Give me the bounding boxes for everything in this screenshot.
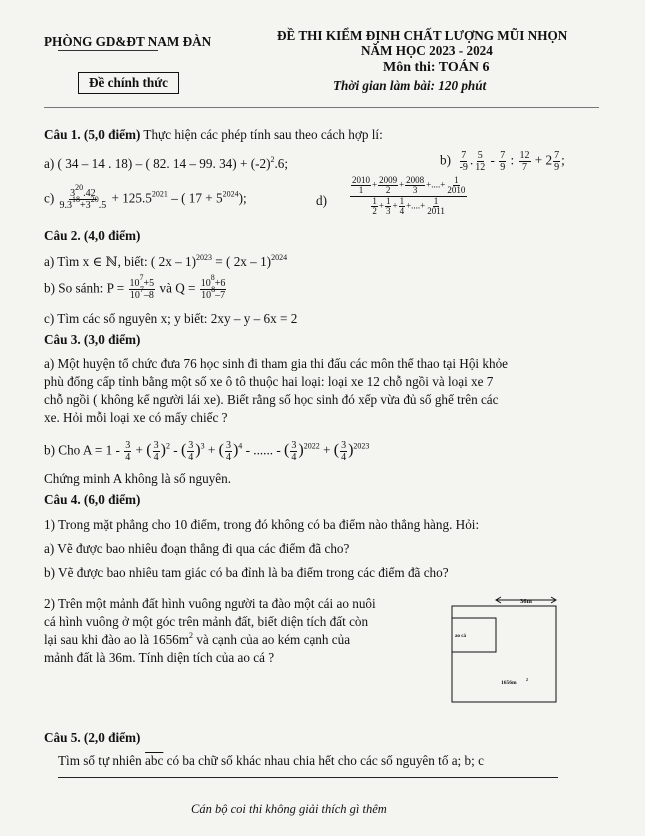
q3-b: b) Cho A = 1 - $\frac{3}{4}$ + ( $\frac{3}{4}$ )$^2$ - ( $\frac{3}{4}$ )$^3$ + ( $\frac{3}{4}$ )$^4$ - ...... - ( $\frac{3}{4}$ )$^{2022}$ + ( $\frac{3}{4}$ )$^{2023}$ xyxy=(44,440,370,463)
org-name: PHÒNG GD&ĐT NAM ĐÀN xyxy=(44,34,212,49)
header-divider xyxy=(44,107,599,108)
q1-a: a) ( 34 – 14 . 18) – ( 82. 14 – 99. $34) + (-2)^2.6$; xyxy=(44,155,289,171)
q3-a-line3: chỗ ngồi ( không kể người lái xe). Biết rằng số học sinh đó xếp vừa đủ số ghế trên các xyxy=(44,392,499,407)
q4-heading: Câu 4. (6,0 điểm) xyxy=(44,492,141,507)
q3-a-line1: a) Một huyện tổ chức đưa 76 học sinh đi tham gia thi đấu các môn thể thao tại Hội khỏe xyxy=(44,356,509,371)
q4-p2-line4: mảnh đất là 36m. Tính diện tích của ao cá ? xyxy=(44,650,275,665)
q3-heading: Câu 3. (3,0 điểm) xyxy=(44,332,141,347)
q5-heading: Câu 5. (2,0 điểm) xyxy=(44,730,141,745)
time-limit: Thời gian làm bài: 120 phút xyxy=(333,78,487,93)
fig-label-pond: ao cá xyxy=(455,634,466,639)
q4-p1a: a) Vẽ được bao nhiêu đoạn thẳng đi qua các điểm đã cho? xyxy=(44,541,350,556)
q1-heading: Câu 1. (5,0 điểm) Thực hiện các phép tính sau theo cách hợp lí: xyxy=(44,127,383,142)
svg-text:2: 2 xyxy=(526,677,528,682)
subject: Môn thi: TOÁN 6 xyxy=(383,60,490,75)
exam-title: ĐỀ THI KIỂM ĐỊNH CHẤT LƯỢNG MŨI NHỌN xyxy=(277,28,568,43)
q4-p1: 1) Trong mặt phẳng cho 10 điểm, trong đó không có ba điểm nào thẳng hàng. Hỏi: xyxy=(44,517,480,532)
school-year: NĂM HỌC 2023 - 2024 xyxy=(361,43,493,58)
q1-d: $\frac{2010}{1}$ + $\frac{2009}{2}$ + $\frac{2008}{3}$ +....+ $\frac{1}{2010}$ $\frac{1}{2}$ + $\frac{1}{3}$ + $\frac{1}{4}$ +....+ $\frac{1}{2011}$ xyxy=(352,175,466,216)
q3-b-prove: Chứng minh A không là số nguyên. xyxy=(44,471,232,486)
q3-a-line2: phù đổng cấp tỉnh bằng một số xe ô tô thuộc hai loại: loại xe 12 chỗ ngồi và loại xe 7 xyxy=(44,374,494,389)
fig-label-area: 1656m xyxy=(501,680,517,686)
pond-figure xyxy=(446,592,566,710)
fig-label-36m: 36m xyxy=(520,598,532,605)
official-badge: Đề chính thức xyxy=(78,72,179,94)
abc-overline: $\overline{abc}$ xyxy=(145,753,164,768)
q2-c: c) Tìm các số nguyên x; y biết: 2xy – y – 6x = 2 xyxy=(44,311,298,326)
q2-b: b) So sánh: P = $\frac{10^7+5}{10^7-8}$ và Q = $\frac{10^8+6}{10^8-7}$ xyxy=(44,273,226,301)
q5-text: Tìm số tự nhiên $\overline{abc}$ có ba chữ số khác nhau chia hết cho các số nguyên tố a; b; c xyxy=(58,753,484,768)
q4-p1b: b) Vẽ được bao nhiêu tam giác có ba đỉnh là ba điểm trong các điểm đã cho? xyxy=(44,565,449,580)
q4-p2-line2: cá hình vuông ở một góc trên mảnh đất, biết diện tích đất còn xyxy=(44,614,369,629)
footer-note: Cán bộ coi thi không giải thích gì thêm xyxy=(191,802,387,816)
q1-d-label: d) xyxy=(316,193,327,208)
q1-b: b) $\frac{7}{-9}$ . $\frac{5}{12}$ - $\frac{7}{9}$ : $\frac{12}{7}$ + 2 $\frac{7}{9}$ ; xyxy=(440,150,565,173)
q1-c: c) $\frac{3^{20}.42}{9.3^{18}+3^{20}.5}$ + $125.5^{2021}$ – ( $17 + 5^{2024}$); xyxy=(44,183,247,211)
q2-a: a) Tìm x ∈ ℕ, biết: ( 2x – 1)$^{2023}$ = ( 2x – 1)$^{2024}$ xyxy=(44,253,288,269)
org-underline xyxy=(58,50,158,51)
q2-heading: Câu 2. (4,0 điểm) xyxy=(44,228,141,243)
q3-a-line4: xe. Hỏi mỗi loại xe có mấy chiếc ? xyxy=(44,410,228,425)
q4-p2-line1: 2) Trên một mảnh đất hình vuông người ta đào một cái ao nuôi xyxy=(44,596,376,611)
footer-divider xyxy=(58,777,558,778)
q4-p2-line3: lại sau khi đào ao là $1656m^2$ và cạnh của ao kém cạnh của xyxy=(44,631,351,647)
